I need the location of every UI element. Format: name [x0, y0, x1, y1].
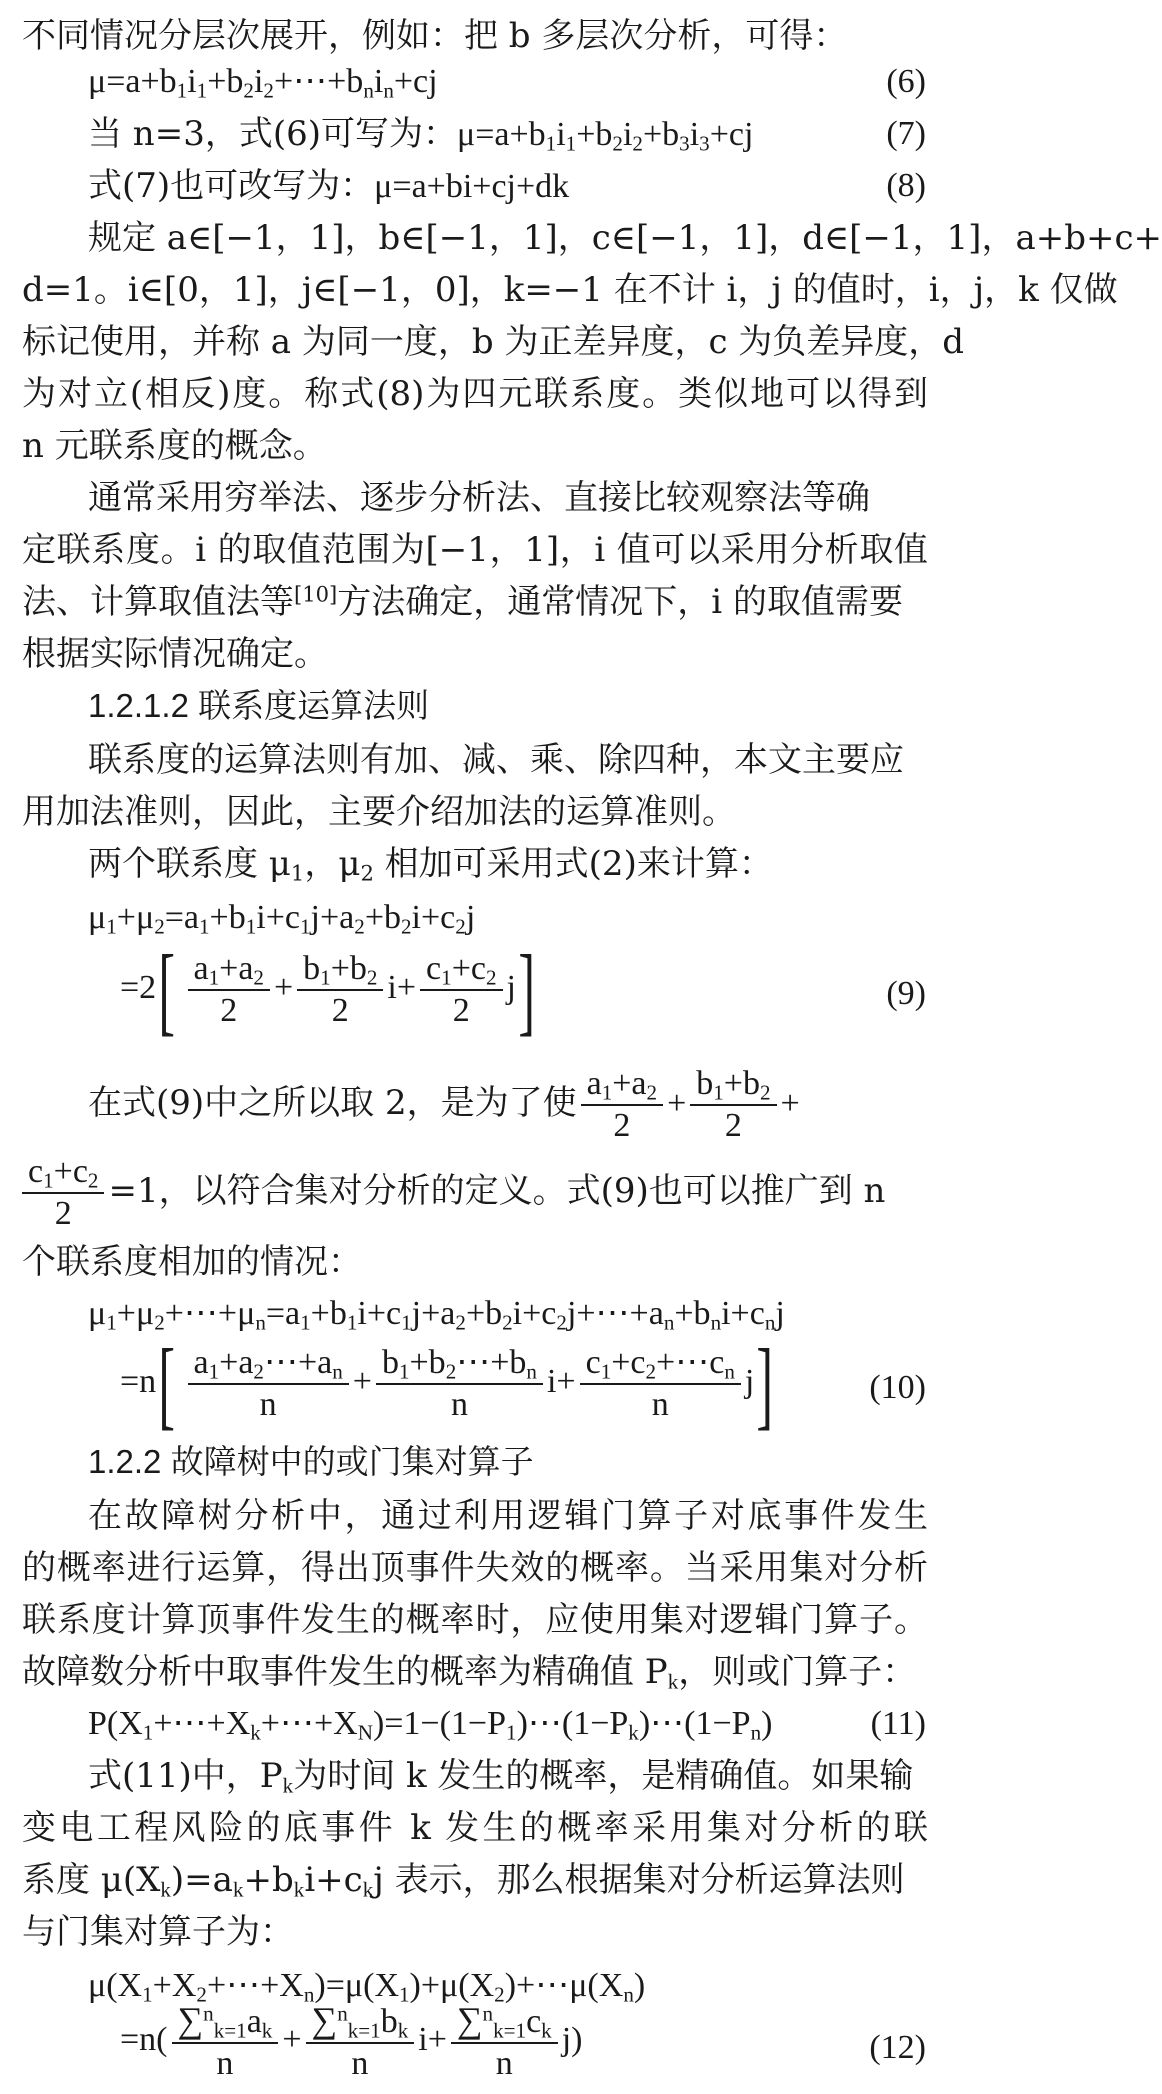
equation-number: (11): [870, 1705, 926, 1742]
text-line: n 元联系度的概念。: [22, 426, 327, 466]
section-title: 故障树中的或门集对算子: [170, 1443, 534, 1480]
equation-number: (10): [869, 1369, 926, 1406]
equation-9-line2: =2[ $\frac{a_1+a_2}{2}$ + $\frac{b_1+b_2}{2}$ i+ $\frac{c_1+c_2}{2}$ j]: [120, 934, 535, 1045]
section-heading: [88, 682, 928, 730]
text-line: 两个联系度 $\mu_1$，$\mu_2$ 相加可采用式(2)来计算：: [88, 844, 773, 886]
equation-number: (6): [886, 63, 926, 100]
text-span: i+c: [304, 1860, 363, 1900]
text-span: 相加可采用式(2)来计算：: [384, 844, 773, 884]
text-span: 在式(9)中之所以取 2，是为了使: [88, 1083, 577, 1123]
text-line: 联系度的运算法则有加、减、乘、除四种，本文主要应: [88, 740, 904, 780]
text-span: 法、计算取值法等: [22, 582, 294, 622]
section-number: 1.2.1.2: [88, 687, 189, 724]
text-span: 方法确定，通常情况下，i 的取值需要: [337, 582, 903, 622]
section-number: 1.2.2: [88, 1443, 162, 1480]
equation-12-line2: =n( $\frac{\sum^n_{k=1}a_k}{n}$ + $\frac{\sum^n_{k=1}b_k}{n}$ i+ $\frac{\sum^n_{k=1}c_k}{n}$ j): [120, 2000, 583, 2082]
text-span: +b: [243, 1860, 294, 1900]
section-heading: [88, 1438, 928, 1486]
equation-8: [88, 162, 569, 210]
text-line: 联系度计算顶事件发生的概率时，应使用集对逻辑门算子。: [22, 1600, 928, 1640]
equation-10-line1: $\mu_1+\mu_2+\cdots+\mu_n=a_1+b_1i+c_1j+a_2+b_2i+c_2j+\cdots+a_n+b_ni+c_nj$: [88, 1295, 785, 1335]
text-line: $\frac{c_1+c_2}{2}$ =1，以符合集对分析的定义。式(9)也可以推广到 n: [22, 1148, 928, 1234]
text-span: ，则或门算子：: [678, 1652, 917, 1692]
text-line: 式(11)中，$P_k$为时间 k 发生的概率，是精确值。如果输: [88, 1756, 914, 1798]
text-line: 通常采用穷举法、逐步分析法、直接比较观察法等确: [88, 478, 870, 518]
text-line: 变电工程风险的底事件 k 发生的概率采用集对分析的联: [22, 1808, 928, 1848]
equation-12-line1: $\mu(X_1+X_2+\cdots+X_n)=\mu(X_1)+\mu(X_2)+\cdots\mu(X_n)$: [88, 1967, 646, 2007]
text-line: 在故障树分析中，通过利用逻辑门算子对底事件发生: [88, 1496, 928, 1536]
section-title: 联系度运算法则: [198, 687, 430, 724]
equation-9-line1: $\mu_1+\mu_2=a_1+b_1i+c_1j+a_2+b_2i+c_2j$: [88, 899, 476, 939]
equation-number: (8): [886, 167, 926, 204]
text-span: 为时间 k 发生的概率，是精确值。如果输: [293, 1756, 914, 1796]
text-span: )=a: [170, 1860, 233, 1900]
citation-ref: [10]: [294, 581, 338, 607]
text-line: 系度 $\mu(X_k)=a_k+b_ki+c_kj$ 表示，那么根据集对分析运算法则: [22, 1860, 905, 1902]
equation-lead: 当 n=3，式(6)可写为：: [88, 114, 457, 154]
text-span: =1，以符合集对分析的定义。式(9)也可以推广到 n: [108, 1171, 886, 1211]
text-line: 在式(9)中之所以取 2，是为了使 $\frac{a_1+a_2}{2}$ + $\frac{b_1+b_2}{2}$ +: [88, 1065, 800, 1144]
text-span: 系度 μ(X: [22, 1860, 161, 1900]
text-line: 故障数分析中取事件发生的概率为精确值 $P_k$，则或门算子：: [22, 1652, 917, 1694]
equation-lead: 式(7)也可改写为：: [88, 166, 375, 206]
text-line: 根据实际情况确定。: [22, 634, 328, 674]
text-line: 用加法准则，因此，主要介绍加法的运算准则。: [22, 792, 736, 832]
equation-number: (9): [886, 975, 926, 1012]
text-line: 不同情况分层次展开，例如：把 b 多层次分析，可得：: [22, 16, 848, 56]
text-span: 两个联系度 μ: [88, 844, 291, 884]
equation-7: 当 n=3，式(6)可写为：$\mu=a+b_1i_1+b_2i_2+b_3i_3+cj$: [88, 114, 754, 156]
equation-6: $\mu=a+b_1i_1+b_2i_2+\cdots+b_ni_n+cj$: [88, 63, 438, 103]
text-line: d=1。i∈[0，1]，j∈[−1，0]，k=−1 在不计 i，j 的值时，i，j，k 仅做: [22, 270, 1118, 310]
text-line: 的概率进行运算，得出顶事件失效的概率。当采用集对分析: [22, 1548, 928, 1588]
text-span: 式(11)中，P: [88, 1756, 283, 1796]
text-line: 为对立(相反)度。称式(8)为四元联系度。类似地可以得到: [22, 374, 928, 414]
equation-body: μ=a+bi+cj+dk: [374, 168, 570, 205]
text-line: 定联系度。i 的取值范围为[−1，1]，i 值可以采用分析取值: [22, 530, 928, 570]
text-span: 故障数分析中取事件发生的概率为精确值 P: [22, 1652, 668, 1692]
text-span: ，μ: [304, 844, 361, 884]
text-line: 标记使用，并称 a 为同一度，b 为正差异度，c 为负差异度，d: [22, 322, 965, 362]
text-line: 与门集对算子为：: [22, 1912, 294, 1952]
equation-10-line2: =n[ $\frac{a_1+a_2\cdots+a_n}{n}$ + $\frac{b_1+b_2\cdots+b_n}{n}$ i+ $\frac{c_1+c_2+\cdots c_n}{n}$ j]: [120, 1328, 774, 1439]
equation-number: (7): [886, 115, 926, 152]
text-line: [22, 578, 928, 626]
text-line: 规定 a∈[−1，1]，b∈[−1，1]，c∈[−1，1]，d∈[−1，1]，a+b+c+: [88, 218, 1162, 258]
equation-number: (12): [869, 2029, 926, 2066]
text-line: 个联系度相加的情况：: [22, 1242, 362, 1282]
text-span: j 表示，那么根据集对分析运算法则: [373, 1860, 905, 1900]
equation-11: $P(X_1+\cdots+X_k+\cdots+X_N)=1-(1-P_1)\cdots(1-P_k)\cdots(1-P_n)$: [88, 1705, 773, 1745]
